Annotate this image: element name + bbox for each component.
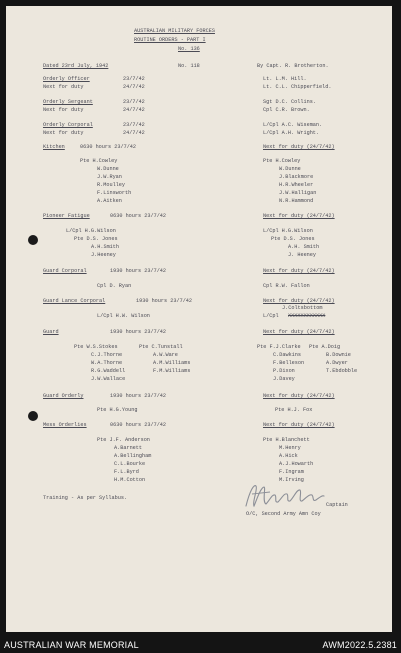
kitchen-title: Kitchen bbox=[43, 144, 65, 150]
kitchen-member: R.Moulley bbox=[97, 182, 126, 188]
guard-lance-title: Guard Lance Corporal bbox=[43, 298, 106, 304]
mess-member: C.L.Bourke bbox=[114, 461, 146, 467]
row-label: Next for duty bbox=[43, 130, 84, 136]
guard-member: R.G.Waddell bbox=[91, 368, 126, 374]
signatory-rank: Captain bbox=[326, 502, 348, 508]
document-page bbox=[6, 6, 392, 632]
guard-next-member: A.Dwyer bbox=[326, 360, 348, 366]
mess-next: Next for duty (24/7/42) bbox=[263, 422, 335, 428]
guard-corporal-next-member: Cpl R.W. Fallon bbox=[263, 283, 310, 289]
mess-next-member: A.J.Howarth bbox=[279, 461, 314, 467]
kitchen-member: W.Dunne bbox=[97, 166, 119, 172]
mess-next-member: Pte H.Blanchett bbox=[263, 437, 310, 443]
row-label: Orderly Corporal bbox=[43, 122, 93, 128]
guard-member: C.J.Thorne bbox=[91, 352, 123, 358]
pioneer-next-member: L/Cpl H.G.Wilson bbox=[263, 228, 313, 234]
guard-member: F.M.Williams bbox=[153, 368, 191, 374]
mess-next-member: F.Ingram bbox=[279, 469, 304, 475]
dated-line: Dated 23rd July, 1942 bbox=[43, 63, 109, 69]
guard-lance-next: Next for duty (24/7/42) bbox=[263, 298, 335, 304]
pioneer-member: A.H.Smith bbox=[91, 244, 120, 250]
guard-orderly-member: Pte H.G.Young bbox=[97, 407, 138, 413]
guard-lance-next-member: L/Cpl bbox=[263, 313, 279, 319]
kitchen-member: J.W.Ryan bbox=[97, 174, 122, 180]
row-date: 24/7/42 bbox=[123, 84, 145, 90]
guard-corporal-next: Next for duty (24/7/42) bbox=[263, 268, 335, 274]
guard-orderly-next: Next for duty (24/7/42) bbox=[263, 393, 335, 399]
kitchen-next-member: Pte H.Cowley bbox=[263, 158, 301, 164]
guard-corporal-title: Guard Corporal bbox=[43, 268, 87, 274]
guard-title: Guard bbox=[43, 329, 59, 335]
mess-member: A.Barnett bbox=[114, 445, 143, 451]
signatory-unit: O/C, Second Army Amn Coy bbox=[246, 511, 321, 517]
training-line: Training - As per Syllabus. bbox=[43, 495, 128, 501]
footer-institution: AUSTRALIAN WAR MEMORIAL bbox=[4, 640, 139, 650]
kitchen-next-member: J.W.Halligan bbox=[279, 190, 317, 196]
handwritten-signature bbox=[242, 480, 326, 512]
guard-corporal-time: 1930 hours 23/7/42 bbox=[110, 268, 167, 274]
pioneer-member: J.Heeney bbox=[91, 252, 116, 258]
guard-next-member: Pte A.Doig bbox=[309, 344, 341, 350]
pioneer-member: Pte D.S. Jones bbox=[74, 236, 118, 242]
header-line-1: AUSTRALIAN MILITARY FORCES bbox=[134, 28, 215, 34]
row-name: Lt. C.L. Chipperfield. bbox=[263, 84, 332, 90]
guard-member: Pte C.Tunstall bbox=[139, 344, 183, 350]
row-date: 23/7/42 bbox=[123, 99, 145, 105]
guard-orderly-time: 1930 hours 23/7/42 bbox=[110, 393, 167, 399]
mess-member: A.Bellingham bbox=[114, 453, 152, 459]
kitchen-next-member: H.R.Wheeler bbox=[279, 182, 314, 188]
guard-member: Pte W.S.Stokes bbox=[74, 344, 118, 350]
row-label: Next for duty bbox=[43, 84, 84, 90]
row-label: Orderly Sergeant bbox=[43, 99, 93, 105]
order-number: No. 118 bbox=[178, 63, 200, 69]
pioneer-time: 0630 hours 23/7/42 bbox=[110, 213, 167, 219]
row-date: 23/7/42 bbox=[123, 122, 145, 128]
guard-lance-handwritten: J.Coltsbottom bbox=[282, 305, 323, 311]
mess-member: Pte J.F. Anderson bbox=[97, 437, 150, 443]
punch-hole bbox=[28, 235, 38, 245]
guard-next-member: Pte F.J.Clarke bbox=[257, 344, 301, 350]
guard-next-member: J.Davey bbox=[273, 376, 295, 382]
mess-next-member: A.Hick bbox=[279, 453, 298, 459]
mess-title: Mess Orderlies bbox=[43, 422, 87, 428]
kitchen-member: A.Aitken bbox=[97, 198, 122, 204]
mess-next-member: M.Irving bbox=[279, 477, 304, 483]
row-date: 24/7/42 bbox=[123, 107, 145, 113]
kitchen-member: F.Linsworth bbox=[97, 190, 132, 196]
row-name: Sgt D.C. Collins. bbox=[263, 99, 316, 105]
pioneer-next-member: J. Heeney bbox=[288, 252, 317, 258]
guard-lance-member: L/Cpl H.W. Wilson bbox=[97, 313, 150, 319]
kitchen-time: 0630 hours 23/7/42 bbox=[80, 144, 137, 150]
guard-member: A.W.Ware bbox=[153, 352, 178, 358]
guard-member: J.W.Wallace bbox=[91, 376, 126, 382]
guard-next-member: F.Belleson bbox=[273, 360, 305, 366]
kitchen-member: Pte H.Cowley bbox=[80, 158, 118, 164]
guard-time: 1930 hours 23/7/42 bbox=[110, 329, 167, 335]
kitchen-next-member: N.R.Hammond bbox=[279, 198, 314, 204]
row-label: Next for duty bbox=[43, 107, 84, 113]
guard-next-member: C.Dawkins bbox=[273, 352, 302, 358]
footer-accession-number: AWM2022.5.2381 bbox=[322, 640, 397, 650]
punch-hole bbox=[28, 411, 38, 421]
row-date: 23/7/42 bbox=[123, 76, 145, 82]
kitchen-next: Next for duty (24/7/42) bbox=[263, 144, 335, 150]
guard-next: Next for duty (24/7/42) bbox=[263, 329, 335, 335]
row-label: Orderly Officer bbox=[43, 76, 90, 82]
mess-next-member: M.Henry bbox=[279, 445, 301, 451]
pioneer-next: Next for duty (24/7/42) bbox=[263, 213, 335, 219]
header-line-3: No. 136 bbox=[178, 46, 200, 52]
row-name: L/Cpl A.C. Wiseman. bbox=[263, 122, 323, 128]
issued-by: By Capt. R. Brotherton. bbox=[257, 63, 329, 69]
kitchen-next-member: J.Blackmore bbox=[279, 174, 314, 180]
guard-member: W.A.Thorne bbox=[91, 360, 123, 366]
row-name: Lt. L.M. Hill. bbox=[263, 76, 307, 82]
pioneer-next-member: A.H. Smith bbox=[288, 244, 320, 250]
guard-member: A.M.Williams bbox=[153, 360, 191, 366]
mess-member: F.L.Byrd bbox=[114, 469, 139, 475]
kitchen-next-member: W.Dunne bbox=[279, 166, 301, 172]
guard-lance-struck-name: XXXXXXXXXXXX bbox=[288, 313, 326, 319]
guard-next-member: P.Dixon bbox=[273, 368, 295, 374]
row-name: Cpl C.R. Brown. bbox=[263, 107, 310, 113]
mess-time: 0630 hours 23/7/42 bbox=[110, 422, 167, 428]
header-line-2: ROUTINE ORDERS - PART I bbox=[134, 37, 206, 43]
guard-next-member: B.Downie bbox=[326, 352, 351, 358]
guard-lance-time: 1930 hours 23/7/42 bbox=[136, 298, 193, 304]
guard-orderly-next-member: Pte H.J. Fox bbox=[275, 407, 313, 413]
pioneer-title: Pioneer Fatigue bbox=[43, 213, 90, 219]
guard-next-member: T.Ebdobble bbox=[326, 368, 358, 374]
mess-member: H.M.Cotton bbox=[114, 477, 146, 483]
pioneer-next-member: Pte D.S. Jones bbox=[271, 236, 315, 242]
pioneer-member: L/Cpl H.G.Wilson bbox=[66, 228, 116, 234]
footer-bar bbox=[0, 637, 401, 653]
row-date: 24/7/42 bbox=[123, 130, 145, 136]
guard-orderly-title: Guard Orderly bbox=[43, 393, 84, 399]
guard-corporal-member: Cpl D. Ryan bbox=[97, 283, 132, 289]
row-name: L/Cpl A.H. Wright. bbox=[263, 130, 320, 136]
